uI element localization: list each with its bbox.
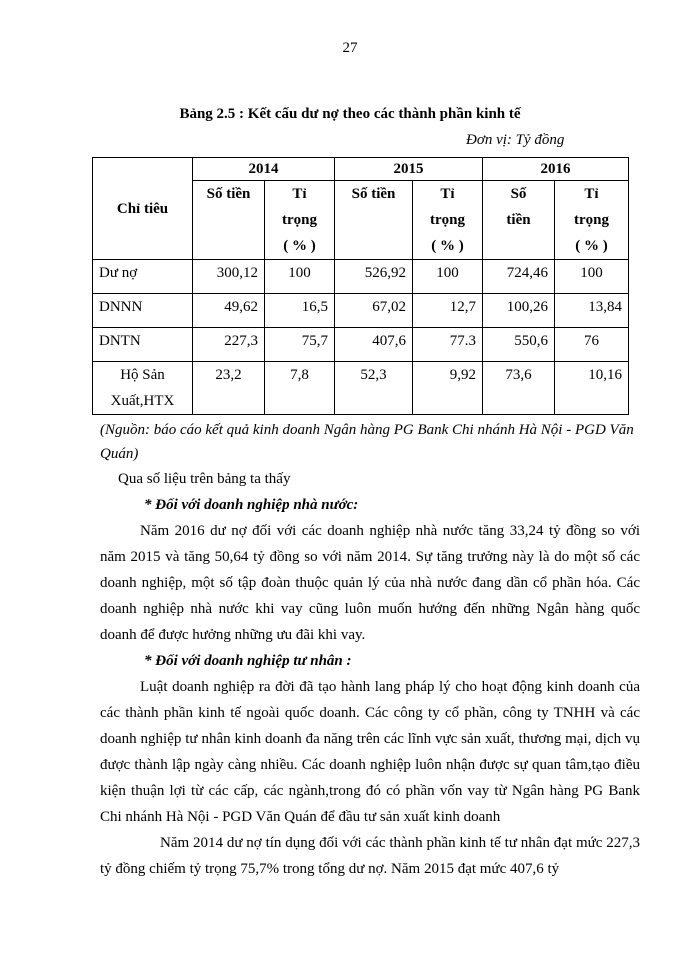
year-header-2014: 2014 bbox=[193, 158, 335, 181]
ratio-header-2016: Tỉ trọng ( % ) bbox=[555, 181, 629, 260]
table-cell: 100 bbox=[265, 260, 335, 294]
body-text bbox=[100, 466, 640, 882]
row-label: DNNN bbox=[93, 294, 193, 328]
amount-header-2016: Số tiền bbox=[483, 181, 555, 260]
table-cell: 300,12 bbox=[193, 260, 265, 294]
table-cell: 407,6 bbox=[335, 328, 413, 362]
table-cell: 227,3 bbox=[193, 328, 265, 362]
section-heading-state-enterprises: * Đối với doanh nghiệp nhà nước: bbox=[144, 497, 359, 513]
table-cell: 76 bbox=[555, 328, 629, 362]
table-cell: 9,92 bbox=[413, 362, 483, 415]
ratio-header-2014: Tỉ trọng ( % ) bbox=[265, 181, 335, 260]
paragraph-private-enterprises-2: Năm 2014 dư nợ tín dụng đối với các thành phần kinh tế tư nhân đạt mức 227,3 tỷ đồng chiếm tỷ trọng 75,7% trong tổng dư nợ. Năm 2015 đạt mức 407,6 tỷ bbox=[100, 835, 640, 877]
table-cell: 724,46 bbox=[483, 260, 555, 294]
amount-header-2015: Số tiền bbox=[335, 181, 413, 260]
section-heading-private-enterprises: * Đối với doanh nghiệp tư nhân : bbox=[144, 653, 352, 669]
column-header-indicator: Chỉ tiêu bbox=[93, 158, 193, 260]
table-cell: 75,7 bbox=[265, 328, 335, 362]
row-label: Dư nợ bbox=[93, 260, 193, 294]
table-cell: 13,84 bbox=[555, 294, 629, 328]
table-title: Bảng 2.5 : Kết cấu dư nợ theo các thành phần kinh tế bbox=[179, 106, 521, 122]
table-cell: 10,16 bbox=[555, 362, 629, 415]
table-cell: 7,8 bbox=[265, 362, 335, 415]
table-row bbox=[93, 260, 629, 294]
year-header-2016: 2016 bbox=[483, 158, 629, 181]
table-cell: 550,6 bbox=[483, 328, 555, 362]
table-cell: 49,62 bbox=[193, 294, 265, 328]
table-source-note: (Nguồn: báo cáo kết quả kinh doanh Ngân hàng PG Bank Chi nhánh Hà Nội - PGD Văn Quán) bbox=[100, 422, 634, 462]
table-cell: 100 bbox=[413, 260, 483, 294]
table-unit: Đơn vị: Tỷ đồng bbox=[466, 132, 565, 148]
table-cell: 73,6 bbox=[483, 362, 555, 415]
amount-header-2014: Số tiền bbox=[193, 181, 265, 260]
table-header-row bbox=[93, 158, 629, 181]
table-cell: 16,5 bbox=[265, 294, 335, 328]
table-cell: 100,26 bbox=[483, 294, 555, 328]
table-row bbox=[93, 362, 629, 415]
paragraph-state-enterprises: Năm 2016 dư nợ đối với các doanh nghiệp nhà nước tăng 33,24 tỷ đồng so với năm 2015 và tăng 50,64 tỷ đồng so với năm 2014. Sự tăng trưởng này là do một số các doanh nghiệp, một số tập đoàn thuộc quản lý của nhà nước đang dần cổ phần hóa. Các doanh nghiệp nhà nước khi vay cũng luôn muốn hướng đến những Ngân hàng quốc doanh để được hưởng những ưu đãi khi vay. bbox=[100, 523, 640, 643]
table-row bbox=[93, 328, 629, 362]
table-cell: 23,2 bbox=[193, 362, 265, 415]
ratio-header-2015: Tỉ trọng ( % ) bbox=[413, 181, 483, 260]
table-cell: 77.3 bbox=[413, 328, 483, 362]
table-cell: 52,3 bbox=[335, 362, 413, 415]
debt-structure-table bbox=[92, 157, 629, 415]
paragraph-private-enterprises-1: Luật doanh nghiệp ra đời đã tạo hành lang pháp lý cho hoạt động kinh doanh của các thành phần kinh tế ngoài quốc doanh. Các công ty cổ phần, công ty TNHH và các doanh nghiệp tư nhân kinh doanh đa năng trên các lĩnh vực sản xuất, thương mại, dịch vụ được thành lập ngày càng nhiều. Các doanh nghiệp luôn nhận được sự quan tâm,tạo điều kiện thuận lợi từ các cấp, các ngành,trong đó có phần vốn vay từ Ngân hàng PG Bank Chi nhánh Hà Nội - PGD Văn Quán để đầu tư sản xuất kinh doanh bbox=[100, 679, 640, 825]
page-number: 27 bbox=[342, 40, 358, 56]
table-cell: 12,7 bbox=[413, 294, 483, 328]
table-cell: 100 bbox=[555, 260, 629, 294]
row-label: DNTN bbox=[93, 328, 193, 362]
table-row bbox=[93, 294, 629, 328]
row-label: Hộ Sản Xuất,HTX bbox=[93, 362, 193, 415]
year-header-2015: 2015 bbox=[335, 158, 483, 181]
table-cell: 67,02 bbox=[335, 294, 413, 328]
table-cell: 526,92 bbox=[335, 260, 413, 294]
intro-sentence: Qua số liệu trên bảng ta thấy bbox=[118, 471, 291, 487]
